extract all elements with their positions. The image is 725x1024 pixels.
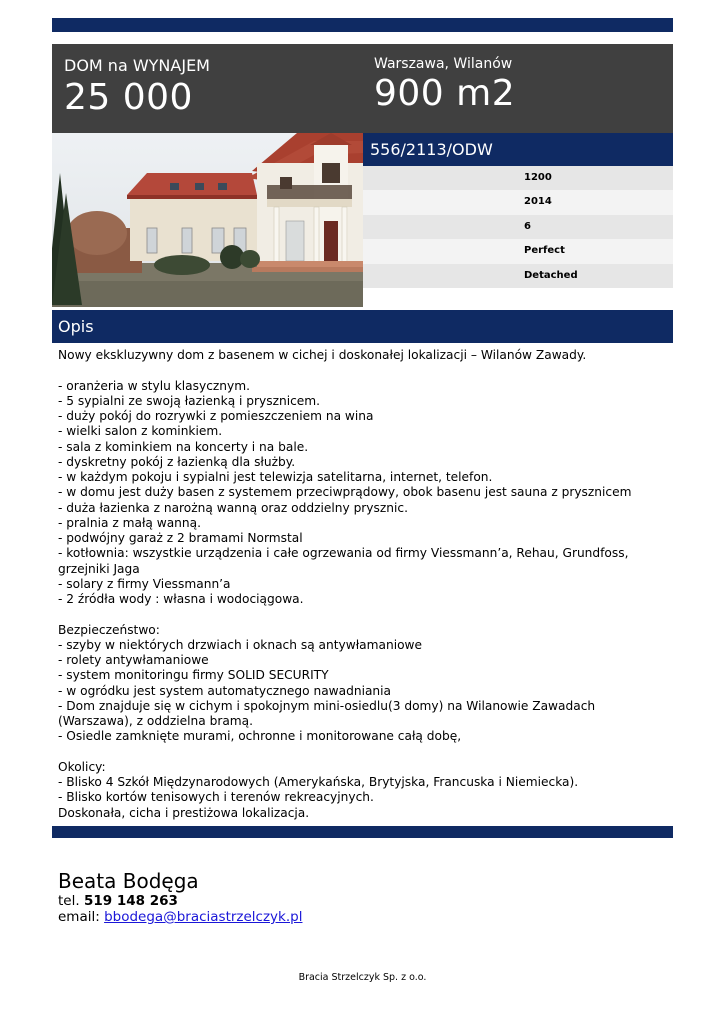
description-line: - wielki salon z kominkiem. xyxy=(58,424,223,439)
spec-row: 2014 xyxy=(363,190,673,214)
description-line: - w domu jest duży basen z systemem przeciwprądowy, obok basenu jest sauna z prysznicem xyxy=(58,485,632,500)
spec-row: 6 xyxy=(363,215,673,239)
description-line: - Dom znajduje się w cichym i spokojnym mini-osiedlu(3 domy) na Wilanowie Zawadach xyxy=(58,698,596,713)
agent-email-link[interactable]: bbodega@braciastrzelczyk.pl xyxy=(104,909,303,925)
description-line: - podwójny garaż z 2 bramami Normstal xyxy=(58,531,303,545)
description-line: Doskonała, cicha i prestiżowa lokalizacja. xyxy=(58,805,310,820)
description-line: - solary z firmy Viessmann’a xyxy=(58,576,231,591)
footer-company: Bracia Strzelczyk Sp. z o.o. xyxy=(298,972,427,983)
description-line: - duży pokój do rozrywki z pomieszczeniem na wina xyxy=(58,409,374,423)
description-line: - 5 sypialni ze swoją łazienką i prysznicem. xyxy=(58,393,321,408)
description-line: - Osiedle zamknięte murami, ochronne i monitorowane całą dobę, xyxy=(58,729,462,744)
description-line: - sala z kominkiem na koncerty i na bale. xyxy=(58,439,309,454)
description-line: - duża łazienka z narożną wanną oraz oddzielny prysznic. xyxy=(58,500,408,515)
description-line: - szyby w niektórych drzwiach i oknach są antywłamaniowe xyxy=(58,637,423,652)
agent-phone: 519 148 263 xyxy=(83,893,178,909)
description-line: Okolicy: xyxy=(58,759,106,774)
listing-area: 900 m2 xyxy=(374,73,516,114)
description-line: - oranżeria w stylu klasycznym. xyxy=(58,378,250,393)
description-line: - 2 źródła wody : własna i wodociągowa. xyxy=(58,592,304,606)
header-right xyxy=(374,55,515,114)
listing-location: Warszawa, Wilanów xyxy=(374,56,513,72)
description-line xyxy=(58,745,668,760)
agent-phone-line xyxy=(58,893,302,909)
description-line: - kotłownia: wszystkie urządzenia i całe ogrzewania od firmy Viessmann’a, Rehau, Grundfoss, xyxy=(58,546,629,561)
description-line: Bezpieczeństwo: xyxy=(58,622,160,637)
description-line: - dyskretny pokój z łazienką dla służby. xyxy=(58,454,296,469)
description-line: grzejniki Jaga xyxy=(58,561,140,576)
top-accent-bar xyxy=(52,18,673,32)
bottom-accent-bar xyxy=(52,826,673,838)
header-left xyxy=(64,56,210,118)
description-line: - system monitoringu firmy SOLID SECURITY xyxy=(58,668,329,683)
listing-type-label: DOM na WYNAJEM xyxy=(64,56,210,75)
spec-row: 1200 xyxy=(363,166,673,190)
email-label: email: xyxy=(58,909,100,925)
agent-name: Beata Bodęga xyxy=(58,869,199,893)
phone-label: tel. xyxy=(58,893,80,909)
description-line xyxy=(58,363,668,378)
property-photo xyxy=(52,133,363,307)
description-line: - Blisko 4 Szkół Międzynarodowych (Amerykańska, Brytyjska, Francuska i Niemiecka). xyxy=(58,775,579,789)
description-line xyxy=(58,607,668,622)
description-line: - rolety antywłamaniowe xyxy=(58,653,209,667)
agent-email-line xyxy=(58,909,302,925)
description-line: - Blisko kortów tenisowych i terenów rekreacyjnych. xyxy=(58,790,374,805)
description-line: Nowy ekskluzywny dom z basenem w cichej i doskonałej lokalizacji – Wilanów Zawady. xyxy=(58,348,587,362)
agent-contact xyxy=(58,869,302,925)
description-heading: Opis xyxy=(52,310,673,343)
description-line: (Warszawa), z oddzielna bramą. xyxy=(58,714,254,728)
spec-row: Detached xyxy=(363,264,673,288)
description-line: - w ogródku jest system automatycznego nawadniania xyxy=(58,683,392,698)
description-body xyxy=(58,348,668,821)
listing-header xyxy=(52,44,673,133)
listing-price: 25 000 xyxy=(64,77,193,118)
specs-table xyxy=(363,166,673,288)
description-line: - pralnia z małą wanną. xyxy=(58,515,201,530)
house-photo-illustration xyxy=(52,133,363,307)
reference-number-bar: 556/2113/ODW xyxy=(363,133,673,166)
spec-row: Perfect xyxy=(363,239,673,263)
description-line: - w każdym pokoju i sypialni jest telewizja satelitarna, internet, telefon. xyxy=(58,470,493,484)
